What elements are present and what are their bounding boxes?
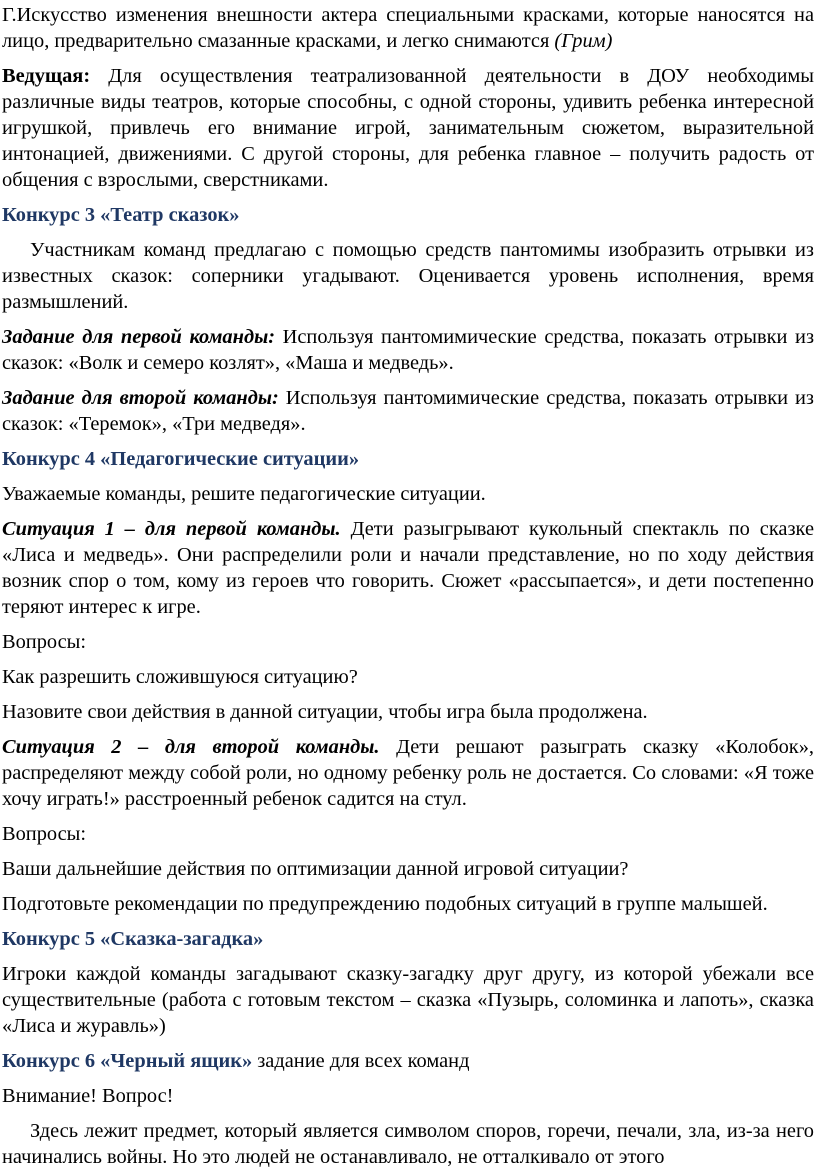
paragraph-attention: Внимание! Вопрос! [2,1085,174,1107]
questions-label-1: Вопросы: [2,631,87,653]
paragraph-grim [2,2,814,54]
host-text: Для осуществления театрализованной деятельности в ДОУ необходимы различные виды театров, которые способны, с одной стороны, удивить ребенка интересной игрушкой, привлечь его внимание игрой, занимательным сюжетом, выразительной интонацией, движениями. С другой стороны, для ребенка главное – получить радость от общения с взрослыми, сверстниками. [2,65,814,191]
heading-contest-4: Конкурс 4 «Педагогические ситуации» [2,448,360,470]
paragraph-black-box: Здесь лежит предмет, который является символом споров, горечи, печали, зла, из-за него начинались войны. Но это людей не останавливало, не отталкивало от этого [2,1120,814,1168]
situation-1-text: Дети разыгрывают кукольный спектакль по сказке «Лиса и медведь». Они распределили роли и начали представление, но по ходу действия возник спор о том, кому из героев что говорить. Сюжет «рассыпается», и дети постепенно теряют интерес к игре. [2,518,814,618]
paragraph-contest-3-intro: Участникам команд предлагаю с помощью средств пантомимы изобразить отрывки из известных сказок: соперники угадывают. Оценивается уровень исполнения, время размышлений. [2,239,814,313]
contest-6-text: задание для всех команд [252,1050,470,1072]
situation-1-label: Ситуация 1 – для первой команды. [2,518,341,540]
paragraph-host [2,63,814,193]
questions-label-2: Вопросы: [2,823,87,845]
task-team-2-text: Используя пантомимические средства, показать отрывки из сказок: «Теремок», «Три медведя». [2,387,814,435]
paragraph-task-team-2 [2,385,814,437]
task-team-2-label: Задание для второй команды: [2,387,279,409]
task-team-1-label: Задание для первой команды: [2,326,276,348]
paragraph-contest-5: Игроки каждой команды загадывают сказку-загадку друг другу, из которой убежали все существительные (работа с готовым текстом – сказка «Пузырь, соломинка и лапоть», сказка «Лиса и журавль») [2,963,814,1037]
paragraph-situation-2 [2,734,814,812]
task-team-1-text: Используя пантомимические средства, показать отрывки из сказок: «Волк и семеро козлят», «Маша и медведь». [2,326,814,374]
question-2b: Подготовьте рекомендации по предупреждению подобных ситуаций в группе малышей. [2,893,768,915]
heading-contest-5: Конкурс 5 «Сказка-загадка» [2,928,264,950]
question-1b: Назовите свои действия в данной ситуации, чтобы игра была продолжена. [2,701,648,723]
heading-contest-6 [2,1048,814,1074]
contest-6-label: Конкурс 6 «Черный ящик» [2,1050,253,1072]
host-label: Ведущая: [2,65,91,87]
heading-contest-3: Конкурс 3 «Театр сказок» [2,204,240,226]
paragraph-contest-4-intro: Уважаемые команды, решите педагогические ситуации. [2,483,486,505]
paragraph-task-team-1 [2,324,814,376]
question-1a: Как разрешить сложившуюся ситуацию? [2,666,358,688]
situation-2-text: Дети решают разыграть сказку «Колобок», распределяют между собой роли, но одному ребенку роль не достается. Со словами: «Я тоже хочу играть!» расстроенный ребенок садится на стул. [2,736,814,810]
answer-grim: (Грим) [554,30,613,52]
paragraph-situation-1 [2,516,814,620]
paragraph-grim-text: Г.Искусство изменения внешности актера специальными красками, которые наносятся на лицо, предварительно смазанные красками, и легко снимаются [2,4,814,52]
question-2a: Ваши дальнейшие действия по оптимизации данной игровой ситуации? [2,858,629,880]
situation-2-label: Ситуация 2 – для второй команды. [2,736,380,758]
